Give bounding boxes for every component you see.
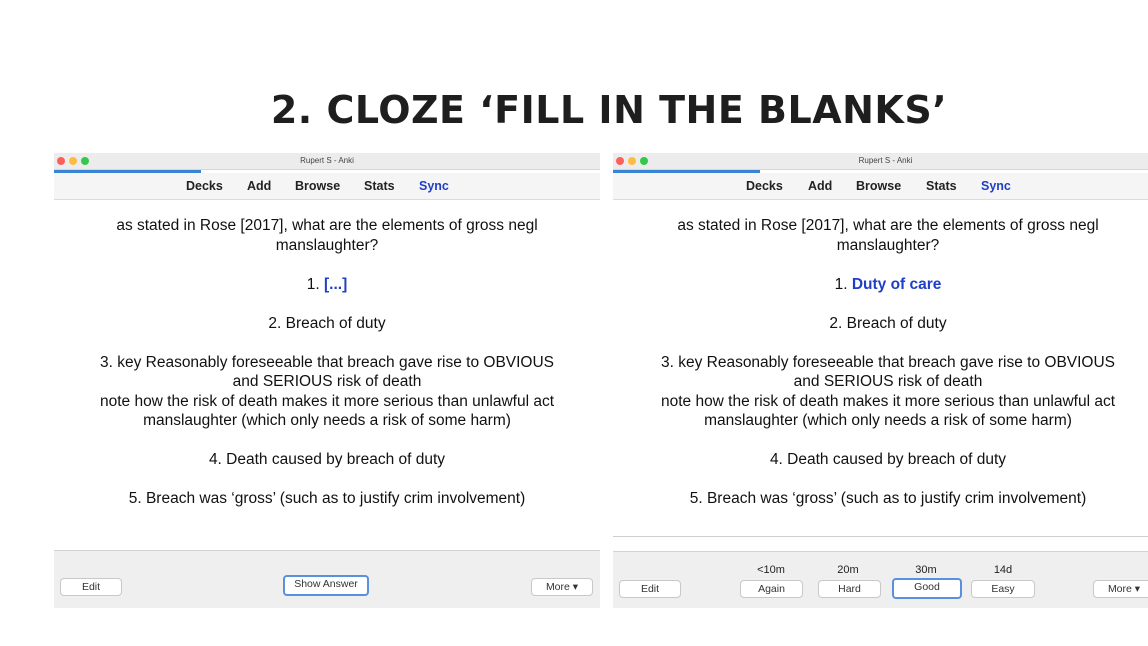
anki-window-answer	[613, 153, 1148, 608]
sync-button[interactable]: Sync	[419, 179, 449, 193]
window-title: Rupert S - Anki	[300, 156, 354, 165]
list-item: 5. Breach was ‘gross’ (such as to justify crim involvement)	[128, 490, 526, 507]
question-line: as stated in Rose [2017], what are the elements of gross negl	[677, 217, 1099, 234]
browse-button[interactable]: Browse	[856, 179, 902, 193]
question-text	[54, 216, 600, 255]
list-item: 5. Breach was ‘gross’ (such as to justify crim involvement)	[689, 490, 1087, 507]
list-item: 2. Breach of duty	[829, 314, 947, 332]
answer-separator	[613, 536, 1148, 537]
slide-title: 2. CLOZE ‘FILL IN THE BLANKS’	[270, 88, 948, 132]
hard-button[interactable]: Hard	[818, 580, 881, 598]
list-item: 4. Death caused by breach of duty	[208, 451, 446, 468]
hard-interval: 20m	[837, 564, 859, 576]
card-content	[54, 200, 600, 509]
item-line: 3. key Reasonably foreseeable that breach gave rise to OBVIOUS	[660, 353, 1116, 371]
more-button[interactable]: More ▾	[1093, 580, 1148, 598]
cloze-answer: Duty of care	[851, 275, 942, 293]
show-answer-button[interactable]: Show Answer	[283, 575, 369, 596]
decks-button[interactable]: Decks	[746, 179, 783, 193]
item-line: manslaughter (which only needs a risk of some harm)	[143, 412, 511, 429]
list-item: 2. Breach of duty	[268, 314, 386, 332]
good-interval: 30m	[915, 564, 937, 576]
item-line: and SERIOUS risk of death	[793, 373, 983, 390]
title-bar	[54, 153, 600, 170]
toolbar	[54, 173, 600, 200]
item-line: 3. key Reasonably foreseeable that breach gave rise to OBVIOUS	[99, 353, 555, 371]
add-button[interactable]: Add	[808, 179, 833, 193]
question-line: as stated in Rose [2017], what are the elements of gross negl	[116, 217, 538, 234]
anki-window-question	[54, 153, 600, 608]
stats-button[interactable]: Stats	[364, 179, 395, 193]
list-item	[613, 275, 1148, 295]
question-line: manslaughter?	[836, 236, 940, 254]
easy-interval: 14d	[993, 564, 1013, 576]
item-line: manslaughter (which only needs a risk of some harm)	[704, 412, 1072, 429]
cloze-blank: [...]	[323, 275, 348, 293]
browse-button[interactable]: Browse	[295, 179, 341, 193]
list-item	[54, 275, 600, 295]
item-number: 1.	[834, 275, 852, 293]
card-content	[613, 200, 1148, 509]
question-text	[613, 216, 1148, 255]
sync-button[interactable]: Sync	[981, 179, 1011, 193]
item-line: note how the risk of death makes it more serious than unlawful act	[660, 392, 1116, 410]
edit-button[interactable]: Edit	[60, 578, 122, 596]
add-button[interactable]: Add	[247, 179, 272, 193]
easy-button[interactable]: Easy	[971, 580, 1035, 598]
decks-button[interactable]: Decks	[186, 179, 223, 193]
bottom-bar	[54, 550, 600, 608]
question-line: manslaughter?	[275, 236, 379, 254]
list-item	[54, 353, 600, 431]
again-interval: <10m	[757, 564, 785, 576]
title-bar	[613, 153, 1148, 170]
again-button[interactable]: Again	[740, 580, 803, 598]
item-line: and SERIOUS risk of death	[232, 373, 422, 390]
list-item: 4. Death caused by breach of duty	[769, 451, 1007, 468]
more-button[interactable]: More ▾	[531, 578, 593, 596]
stats-button[interactable]: Stats	[926, 179, 957, 193]
edit-button[interactable]: Edit	[619, 580, 681, 598]
item-number: 1.	[306, 275, 324, 293]
good-button[interactable]: Good	[892, 578, 962, 599]
window-title: Rupert S - Anki	[858, 156, 913, 165]
bottom-bar	[613, 551, 1148, 608]
item-line: note how the risk of death makes it more serious than unlawful act	[99, 392, 555, 410]
list-item	[613, 353, 1148, 431]
toolbar	[613, 173, 1148, 200]
